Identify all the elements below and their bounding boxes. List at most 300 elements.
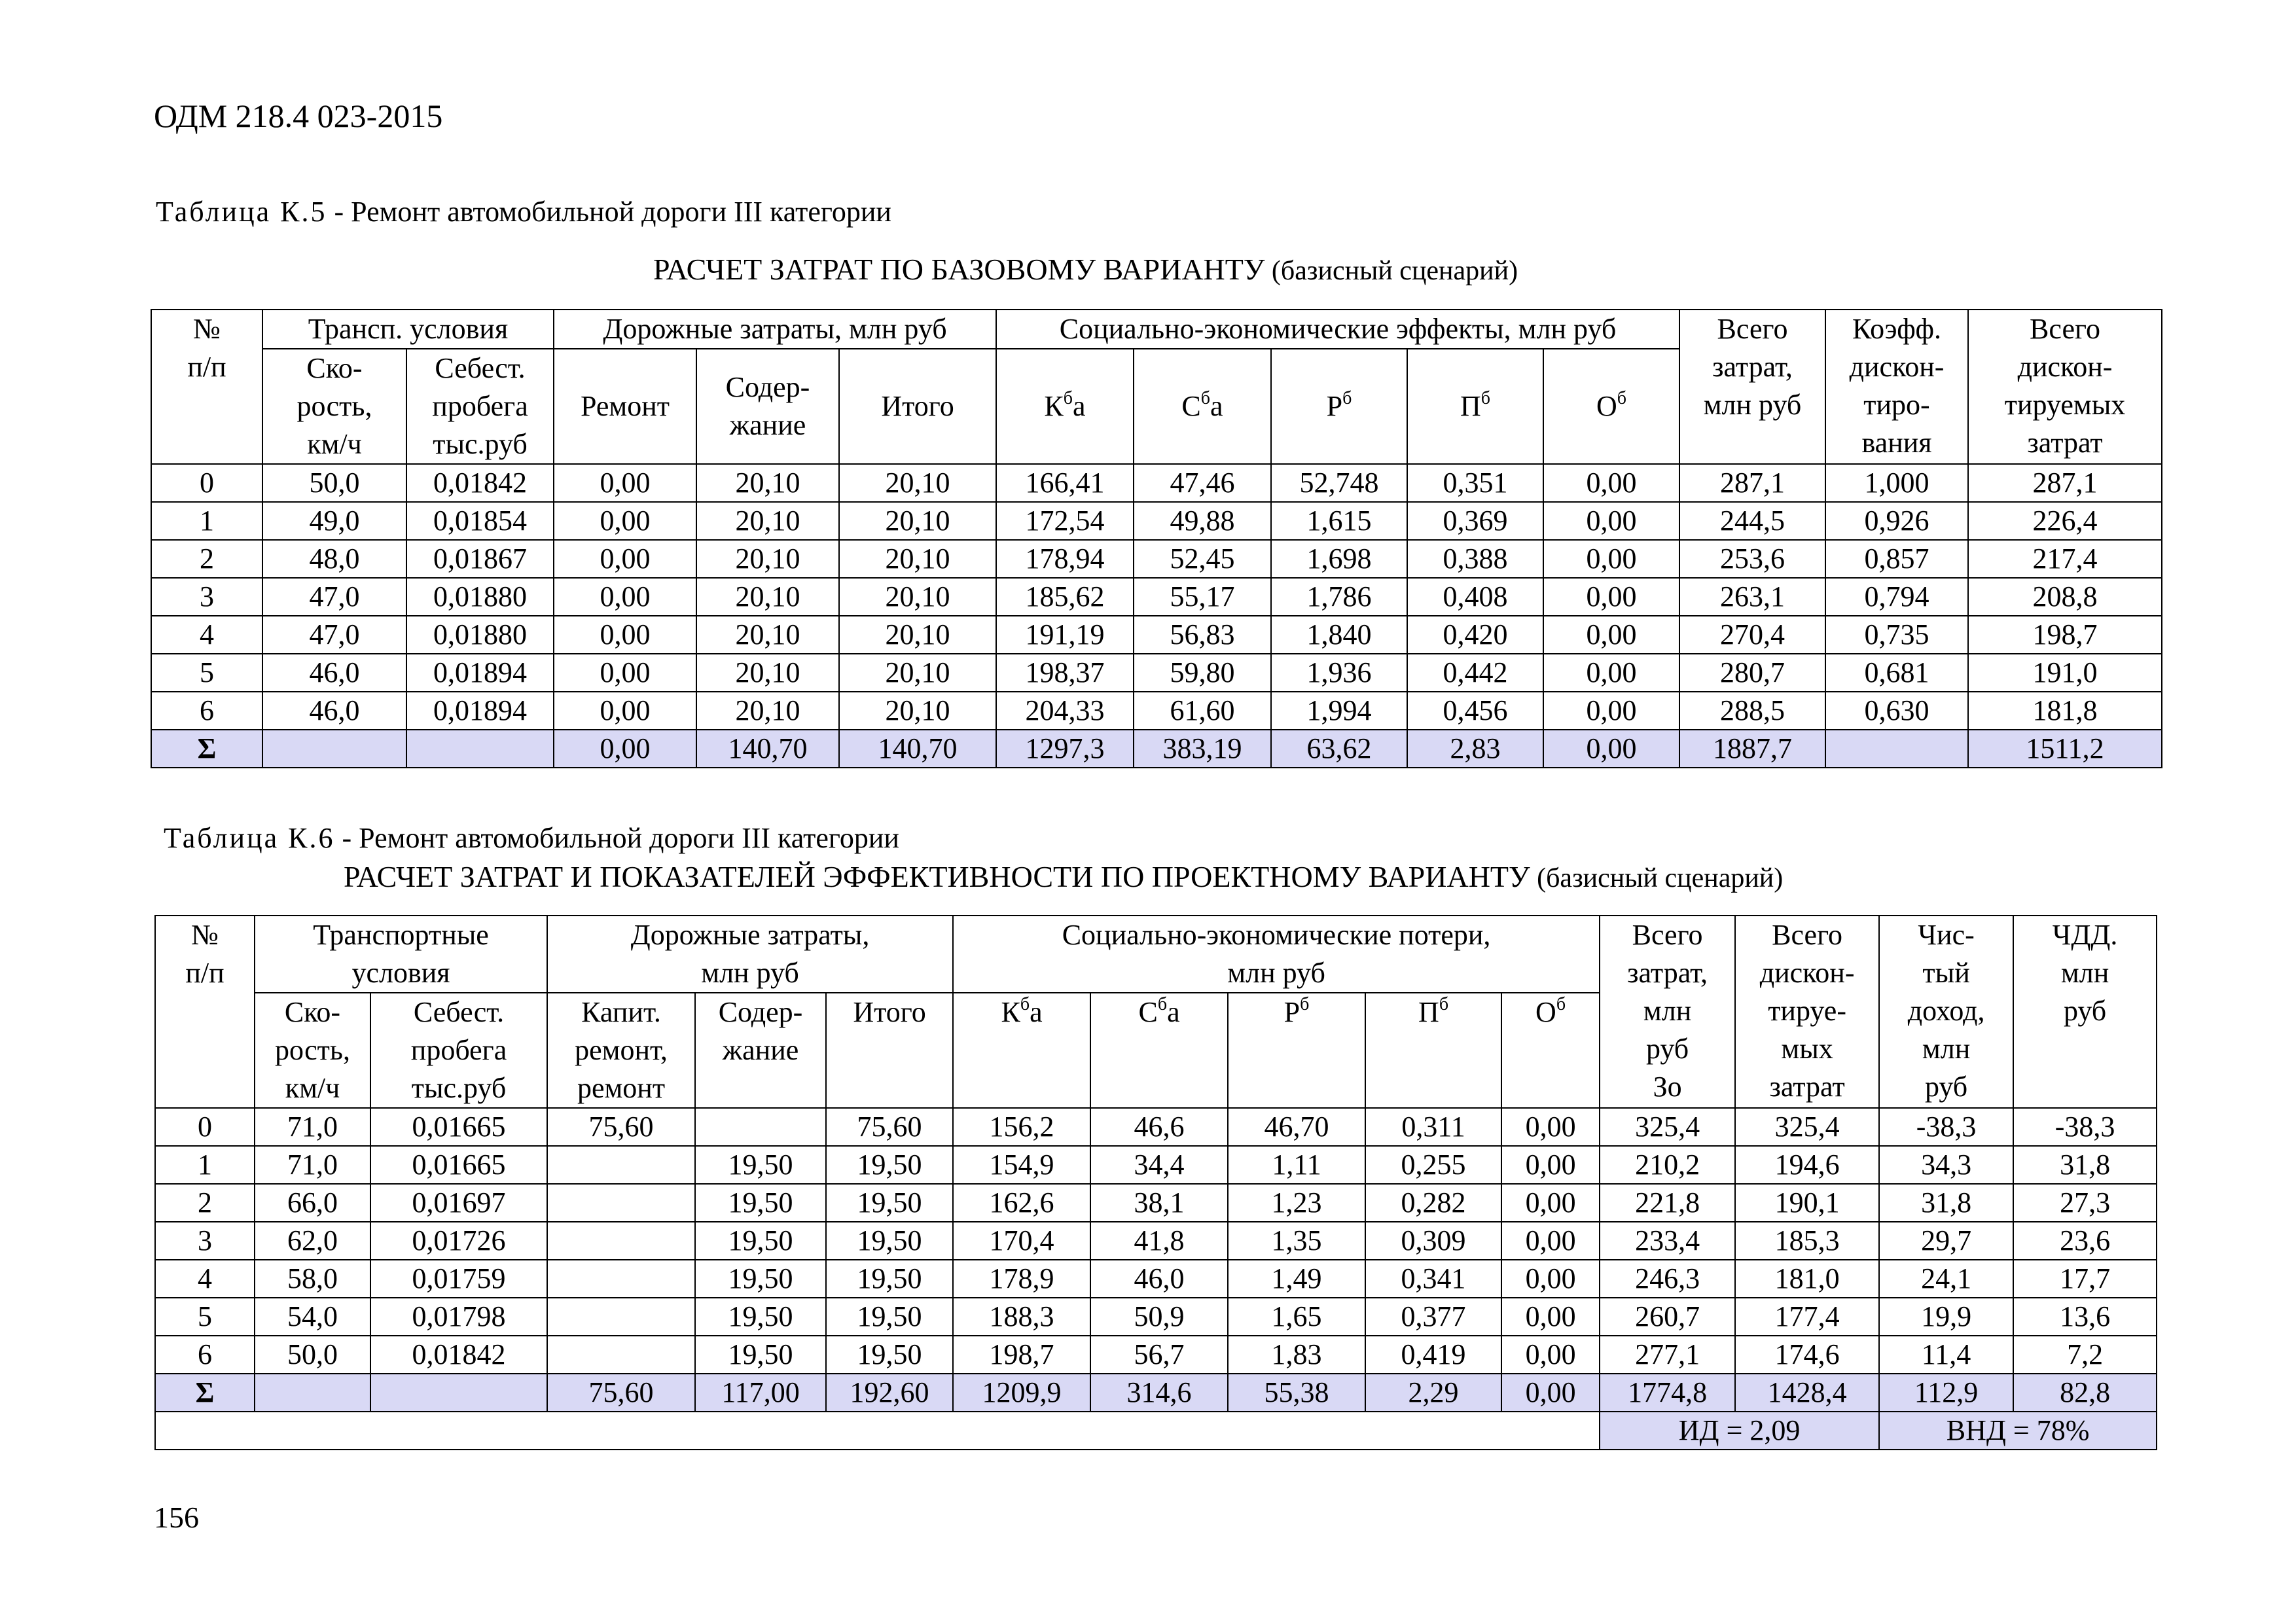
k5-header-road-costs: Дорожные затраты, млн руб [554, 310, 996, 349]
k5-header-discounted-costs: Всего дискон- тируемых затрат [1968, 310, 2162, 464]
k5-sum-cell: 1297,3 [996, 730, 1134, 768]
k6-row [155, 1108, 2157, 1146]
k6-cell: 19,50 [826, 1146, 953, 1184]
k6-cell: 188,3 [953, 1298, 1090, 1336]
k6-cell: 19,50 [826, 1336, 953, 1374]
k6-cell [547, 1336, 695, 1374]
k6-cell: 0,01665 [370, 1108, 547, 1146]
k6-cell: 162,6 [953, 1184, 1090, 1222]
k5-cell: 0,408 [1407, 578, 1543, 616]
k6-cell: 19,50 [695, 1184, 826, 1222]
k5-cell: 244,5 [1679, 502, 1825, 540]
k6-cell: 46,0 [1090, 1260, 1228, 1298]
k5-cell: 0,794 [1825, 578, 1968, 616]
k6-cell: 0,00 [1501, 1108, 1600, 1146]
k5-cell: 0 [151, 464, 262, 502]
k5-cell: 166,41 [996, 464, 1134, 502]
k6-sum-cell [370, 1374, 547, 1412]
k5-cell: 0,01854 [406, 502, 554, 540]
k6-cell: 50,9 [1090, 1298, 1228, 1336]
k6-header-k: $К^ба$ [953, 993, 1090, 1108]
table-k5-title-sub: (базисный сценарий) [1265, 256, 1518, 286]
k6-cell: 0,00 [1501, 1184, 1600, 1222]
k5-cell: 217,4 [1968, 540, 2162, 578]
k6-profitability-index: ИД = 2,09 [1600, 1412, 1879, 1450]
table-k6-caption-prefix: Таблица К.6 [164, 822, 335, 854]
document-code: ОДМ 218.4 023-2015 [154, 98, 443, 134]
k5-cell: 46,0 [262, 654, 406, 692]
k5-cell: 0,00 [554, 464, 696, 502]
k6-cell: 0,01842 [370, 1336, 547, 1374]
k6-cell: 0,00 [1501, 1146, 1600, 1184]
k5-header-run-cost: Себест. пробега тыс.руб [406, 349, 554, 464]
k5-cell: 1,698 [1271, 540, 1407, 578]
k6-internal-rate-of-return: ВНД = 78% [1879, 1412, 2157, 1450]
k5-cell: 0,01894 [406, 692, 554, 730]
k6-header-itogo: Итого [826, 993, 953, 1108]
k5-cell: 0,01894 [406, 654, 554, 692]
k5-cell: 55,17 [1134, 578, 1271, 616]
k5-sum-row [151, 730, 2162, 768]
k6-row [155, 1184, 2157, 1222]
k6-cell: 27,3 [2013, 1184, 2157, 1222]
k6-cell: 4 [155, 1260, 255, 1298]
k5-sum-cell: 0,00 [554, 730, 696, 768]
k6-cell: 0,00 [1501, 1222, 1600, 1260]
k6-cell [547, 1146, 695, 1184]
k6-cell: 71,0 [255, 1146, 370, 1184]
k6-cell: 0,00 [1501, 1336, 1600, 1374]
k5-cell: 20,10 [696, 540, 839, 578]
k5-header-transport: Трансп. условия [262, 310, 554, 349]
k6-cell: 24,1 [1879, 1260, 2013, 1298]
k6-cell: 46,6 [1090, 1108, 1228, 1146]
k6-cell: 277,1 [1600, 1336, 1735, 1374]
k5-cell: 4 [151, 616, 262, 654]
k6-cell: 23,6 [2013, 1222, 2157, 1260]
k5-header-maintenance: Содер- жание [696, 349, 839, 464]
table-k6-caption-rest: - Ремонт автомобильной дороги III категории [334, 822, 899, 854]
k5-row [151, 616, 2162, 654]
k6-cell: 233,4 [1600, 1222, 1735, 1260]
k6-cell: 19,50 [695, 1336, 826, 1374]
k6-indicators-row [155, 1412, 2157, 1450]
k6-cell: 1,49 [1228, 1260, 1365, 1298]
table-k6 [154, 915, 2157, 1450]
k5-cell: 0,00 [1543, 616, 1679, 654]
k5-sum-cell: 140,70 [839, 730, 996, 768]
k6-header-p: $П^б$ [1365, 993, 1501, 1108]
k6-cell: 56,7 [1090, 1336, 1228, 1374]
k6-cell: 0,255 [1365, 1146, 1501, 1184]
table-k5-caption-rest: - Ремонт автомобильной дороги III категории [327, 196, 891, 228]
k5-cell: 52,748 [1271, 464, 1407, 502]
k6-cell: 1,35 [1228, 1222, 1365, 1260]
table-k6-title-main: РАСЧЕТ ЗАТРАТ И ПОКАЗАТЕЛЕЙ ЭФФЕКТИВНОСТИ ПО ПРОЕКТНОМУ ВАРИАНТУ [344, 860, 1530, 893]
k5-cell: 52,45 [1134, 540, 1271, 578]
k5-cell: 0,735 [1825, 616, 1968, 654]
k6-sum-cell: 314,6 [1090, 1374, 1228, 1412]
k6-cell: 170,4 [953, 1222, 1090, 1260]
k5-cell: 0,420 [1407, 616, 1543, 654]
k5-cell: 0,388 [1407, 540, 1543, 578]
k5-header-social-effects: Социально-экономические эффекты, млн руб [996, 310, 1679, 349]
k6-cell: 325,4 [1600, 1108, 1735, 1146]
k5-cell: 0,00 [1543, 464, 1679, 502]
k6-cell: 0,282 [1365, 1184, 1501, 1222]
k6-cell: -38,3 [1879, 1108, 2013, 1146]
k6-header-o: $О^б$ [1501, 993, 1600, 1108]
k5-header-discount-coef: Коэфф. дискон- тиро- вания [1825, 310, 1968, 464]
k5-cell: 0,681 [1825, 654, 1968, 692]
k5-cell: 287,1 [1968, 464, 2162, 502]
k5-row [151, 540, 2162, 578]
k6-sum-cell: 1774,8 [1600, 1374, 1735, 1412]
k5-header-c: $С^ба$ [1134, 349, 1271, 464]
k5-cell: 56,83 [1134, 616, 1271, 654]
table-k5-caption-prefix: Таблица К.5 [156, 196, 327, 228]
k5-header-p: $П^б$ [1407, 349, 1543, 464]
k5-sum-cell: 140,70 [696, 730, 839, 768]
k5-cell: 185,62 [996, 578, 1134, 616]
k5-cell: 20,10 [839, 502, 996, 540]
k6-cell: 19,50 [826, 1260, 953, 1298]
k6-sum-symbol: Σ [155, 1374, 255, 1412]
k6-cell: 66,0 [255, 1184, 370, 1222]
k6-cell: 54,0 [255, 1298, 370, 1336]
k6-cell: 7,2 [2013, 1336, 2157, 1374]
k6-cell: 174,6 [1735, 1336, 1879, 1374]
k6-cell: 41,8 [1090, 1222, 1228, 1260]
k5-sum-cell: 383,19 [1134, 730, 1271, 768]
k6-cell: 185,3 [1735, 1222, 1879, 1260]
k5-cell: 270,4 [1679, 616, 1825, 654]
k5-cell: 59,80 [1134, 654, 1271, 692]
k6-sum-cell: 2,29 [1365, 1374, 1501, 1412]
k6-body [155, 1108, 2157, 1450]
k5-cell: 20,10 [696, 578, 839, 616]
k6-cell: 156,2 [953, 1108, 1090, 1146]
k6-cell [547, 1298, 695, 1336]
k6-header-maintenance: Содер- жание [695, 993, 826, 1108]
k6-cell: 190,1 [1735, 1184, 1879, 1222]
k6-header-run-cost: Себест. пробега тыс.руб [370, 993, 547, 1108]
k6-cell: 178,9 [953, 1260, 1090, 1298]
k5-cell: 3 [151, 578, 262, 616]
k5-cell: 191,0 [1968, 654, 2162, 692]
k5-cell: 61,60 [1134, 692, 1271, 730]
k6-sum-cell: 55,38 [1228, 1374, 1365, 1412]
k5-cell: 181,8 [1968, 692, 2162, 730]
k6-cell: 0,01798 [370, 1298, 547, 1336]
k5-cell: 198,7 [1968, 616, 2162, 654]
k5-cell: 263,1 [1679, 578, 1825, 616]
k5-header-speed: Ско- рость, км/ч [262, 349, 406, 464]
table-k5 [151, 309, 2162, 768]
k6-cell: 19,50 [695, 1260, 826, 1298]
k6-cell: 0,419 [1365, 1336, 1501, 1374]
k5-cell: 1,840 [1271, 616, 1407, 654]
k6-row [155, 1298, 2157, 1336]
k5-cell: 0,01880 [406, 578, 554, 616]
k5-cell: 0,00 [1543, 502, 1679, 540]
k5-cell: 0,369 [1407, 502, 1543, 540]
k6-header-c: $С^ба$ [1090, 993, 1228, 1108]
k6-cell: 0,00 [1501, 1298, 1600, 1336]
k5-cell: 1,994 [1271, 692, 1407, 730]
k5-cell: 204,33 [996, 692, 1134, 730]
k6-cell: 177,4 [1735, 1298, 1879, 1336]
k6-cell: 34,4 [1090, 1146, 1228, 1184]
k5-cell: 0,00 [554, 502, 696, 540]
k5-cell: 1,615 [1271, 502, 1407, 540]
k6-cell: 181,0 [1735, 1260, 1879, 1298]
k5-cell: 0,01880 [406, 616, 554, 654]
k6-cell: 34,3 [1879, 1146, 2013, 1184]
k6-cell: 325,4 [1735, 1108, 1879, 1146]
k5-cell: 1,936 [1271, 654, 1407, 692]
k5-header-total-costs: Всего затрат, млн руб [1679, 310, 1825, 464]
k6-cell: 19,9 [1879, 1298, 2013, 1336]
k5-row [151, 464, 2162, 502]
k5-sum-cell: 1887,7 [1679, 730, 1825, 768]
k5-row [151, 502, 2162, 540]
k6-header-npv: ЧДД. млн руб [2013, 916, 2157, 1108]
k6-cell: -38,3 [2013, 1108, 2157, 1146]
k5-row [151, 578, 2162, 616]
table-k5-caption [156, 195, 891, 228]
k5-cell: 191,19 [996, 616, 1134, 654]
k5-cell: 0,00 [554, 692, 696, 730]
table-k5-title-main: РАСЧЕТ ЗАТРАТ ПО БАЗОВОМУ ВАРИАНТУ [653, 253, 1265, 286]
k5-sum-cell [1825, 730, 1968, 768]
k5-header-repair: Ремонт [554, 349, 696, 464]
k6-header-speed: Ско- рость, км/ч [255, 993, 370, 1108]
k5-sum-cell [262, 730, 406, 768]
k6-cell: 1,83 [1228, 1336, 1365, 1374]
k6-cell: 19,50 [826, 1184, 953, 1222]
k6-cell: 194,6 [1735, 1146, 1879, 1184]
k5-cell: 20,10 [696, 464, 839, 502]
k5-cell: 253,6 [1679, 540, 1825, 578]
k5-sum-cell [406, 730, 554, 768]
k6-cell: 38,1 [1090, 1184, 1228, 1222]
k6-cell: 221,8 [1600, 1184, 1735, 1222]
k6-cell: 11,4 [1879, 1336, 2013, 1374]
k6-cell: 6 [155, 1336, 255, 1374]
k5-cell: 50,0 [262, 464, 406, 502]
k6-cell: 246,3 [1600, 1260, 1735, 1298]
k5-cell: 48,0 [262, 540, 406, 578]
k6-cell: 75,60 [547, 1108, 695, 1146]
k5-cell: 20,10 [839, 578, 996, 616]
k6-header-total-costs: Всего затрат, млн руб Зо [1600, 916, 1735, 1108]
k5-cell: 178,94 [996, 540, 1134, 578]
k5-cell: 0,00 [554, 654, 696, 692]
k5-header-o: $О^б$ [1543, 349, 1679, 464]
k5-cell: 20,10 [839, 654, 996, 692]
k5-cell: 0,00 [554, 616, 696, 654]
k5-sum-cell: 63,62 [1271, 730, 1407, 768]
k5-cell: 49,88 [1134, 502, 1271, 540]
k5-cell: 0,01842 [406, 464, 554, 502]
k6-row [155, 1146, 2157, 1184]
k6-sum-cell: 117,00 [695, 1374, 826, 1412]
k6-cell: 260,7 [1600, 1298, 1735, 1336]
k6-header-transport: Транспортные условия [255, 916, 547, 993]
k5-cell: 6 [151, 692, 262, 730]
k6-cell: 198,7 [953, 1336, 1090, 1374]
k5-cell: 20,10 [696, 692, 839, 730]
k6-sum-cell: 0,00 [1501, 1374, 1600, 1412]
k6-cell: 0,341 [1365, 1260, 1501, 1298]
k5-cell: 1,786 [1271, 578, 1407, 616]
k6-cell: 210,2 [1600, 1146, 1735, 1184]
k6-cell: 1,23 [1228, 1184, 1365, 1222]
k6-sum-cell [255, 1374, 370, 1412]
k6-cell: 0,01759 [370, 1260, 547, 1298]
k5-cell: 0,00 [1543, 654, 1679, 692]
k6-cell: 1 [155, 1146, 255, 1184]
k5-body [151, 464, 2162, 768]
k5-cell: 20,10 [696, 502, 839, 540]
k5-header-k: $К^ба$ [996, 349, 1134, 464]
k5-cell: 0,351 [1407, 464, 1543, 502]
k5-sum-cell: 0,00 [1543, 730, 1679, 768]
k5-cell: 1 [151, 502, 262, 540]
k5-cell: 280,7 [1679, 654, 1825, 692]
k6-row [155, 1336, 2157, 1374]
k5-cell: 226,4 [1968, 502, 2162, 540]
k6-row [155, 1222, 2157, 1260]
k6-sum-row [155, 1374, 2157, 1412]
k5-cell: 20,10 [696, 654, 839, 692]
k5-cell: 20,10 [839, 540, 996, 578]
page-number: 156 [154, 1501, 199, 1534]
k6-sum-cell: 1428,4 [1735, 1374, 1879, 1412]
k5-cell: 46,0 [262, 692, 406, 730]
k5-cell: 47,0 [262, 616, 406, 654]
k6-cell: 1,65 [1228, 1298, 1365, 1336]
k5-cell: 287,1 [1679, 464, 1825, 502]
k5-cell: 0,630 [1825, 692, 1968, 730]
k6-cell: 0,01665 [370, 1146, 547, 1184]
k6-cell: 19,50 [826, 1298, 953, 1336]
k5-cell: 20,10 [839, 464, 996, 502]
k6-cell: 1,11 [1228, 1146, 1365, 1184]
k6-cell: 19,50 [826, 1222, 953, 1260]
k5-cell: 5 [151, 654, 262, 692]
k6-cell: 31,8 [1879, 1184, 2013, 1222]
k5-cell: 1,000 [1825, 464, 1968, 502]
k5-cell: 0,857 [1825, 540, 1968, 578]
k5-cell: 0,00 [1543, 692, 1679, 730]
k6-cell: 17,7 [2013, 1260, 2157, 1298]
k5-sum-cell: 1511,2 [1968, 730, 2162, 768]
k5-sum-symbol: Σ [151, 730, 262, 768]
k5-cell: 20,10 [839, 616, 996, 654]
k5-cell: 0,01867 [406, 540, 554, 578]
k6-cell: 19,50 [695, 1298, 826, 1336]
k6-cell: 0,309 [1365, 1222, 1501, 1260]
table-k6-title [344, 859, 1783, 894]
k6-cell: 0 [155, 1108, 255, 1146]
k6-cell: 50,0 [255, 1336, 370, 1374]
k6-header-num: № п/п [155, 916, 255, 1108]
k6-cell: 58,0 [255, 1260, 370, 1298]
k6-cell: 154,9 [953, 1146, 1090, 1184]
k5-cell: 0,442 [1407, 654, 1543, 692]
k6-cell: 29,7 [1879, 1222, 2013, 1260]
k6-sum-cell: 1209,9 [953, 1374, 1090, 1412]
k5-cell: 208,8 [1968, 578, 2162, 616]
k6-header-r: $Р^б$ [1228, 993, 1365, 1108]
k5-cell: 0,00 [1543, 540, 1679, 578]
k6-sum-cell: 192,60 [826, 1374, 953, 1412]
k6-cell: 62,0 [255, 1222, 370, 1260]
k5-row [151, 654, 2162, 692]
k6-cell: 3 [155, 1222, 255, 1260]
k6-cell: 5 [155, 1298, 255, 1336]
k6-cell: 31,8 [2013, 1146, 2157, 1184]
k6-cell: 19,50 [695, 1222, 826, 1260]
k5-cell: 0,00 [554, 540, 696, 578]
k6-cell: 75,60 [826, 1108, 953, 1146]
k5-cell: 0,00 [554, 578, 696, 616]
k5-cell: 0,00 [1543, 578, 1679, 616]
k6-cell: 0,01726 [370, 1222, 547, 1260]
k6-sum-cell: 82,8 [2013, 1374, 2157, 1412]
k6-header-road-costs: Дорожные затраты, млн руб [547, 916, 953, 993]
k6-cell [547, 1260, 695, 1298]
k6-cell: 0,377 [1365, 1298, 1501, 1336]
k5-cell: 0,926 [1825, 502, 1968, 540]
k6-cell [547, 1222, 695, 1260]
k5-cell: 20,10 [839, 692, 996, 730]
k6-cell: 0,01697 [370, 1184, 547, 1222]
k6-header-capital-repair: Капит. ремонт, ремонт [547, 993, 695, 1108]
k6-cell: 71,0 [255, 1108, 370, 1146]
k6-cell: 0,00 [1501, 1260, 1600, 1298]
k6-cell: 2 [155, 1184, 255, 1222]
k5-cell: 47,46 [1134, 464, 1271, 502]
k6-header-discounted-costs: Всего дискон- тируе- мых затрат [1735, 916, 1879, 1108]
k5-cell: 0,456 [1407, 692, 1543, 730]
table-k6-title-sub: (базисный сценарий) [1530, 863, 1784, 893]
k5-sum-cell: 2,83 [1407, 730, 1543, 768]
k5-cell: 198,37 [996, 654, 1134, 692]
k6-indicators-empty [155, 1412, 1600, 1450]
table-k6-caption [164, 821, 899, 855]
k6-sum-cell: 112,9 [1879, 1374, 2013, 1412]
k5-row [151, 692, 2162, 730]
k5-cell: 172,54 [996, 502, 1134, 540]
k6-row [155, 1260, 2157, 1298]
k5-cell: 47,0 [262, 578, 406, 616]
k6-cell [695, 1108, 826, 1146]
k6-header-social-losses: Социально-экономические потери, млн руб [953, 916, 1600, 993]
k5-header-num: № п/п [151, 310, 262, 464]
k5-cell: 288,5 [1679, 692, 1825, 730]
k5-cell: 2 [151, 540, 262, 578]
table-k5-title [653, 252, 1518, 287]
k6-cell: 0,311 [1365, 1108, 1501, 1146]
k5-cell: 49,0 [262, 502, 406, 540]
k6-cell: 19,50 [695, 1146, 826, 1184]
k6-header-net-income: Чис- тый доход, млн руб [1879, 916, 2013, 1108]
k5-header-itogo: Итого [839, 349, 996, 464]
k5-header-r: $Р^б$ [1271, 349, 1407, 464]
